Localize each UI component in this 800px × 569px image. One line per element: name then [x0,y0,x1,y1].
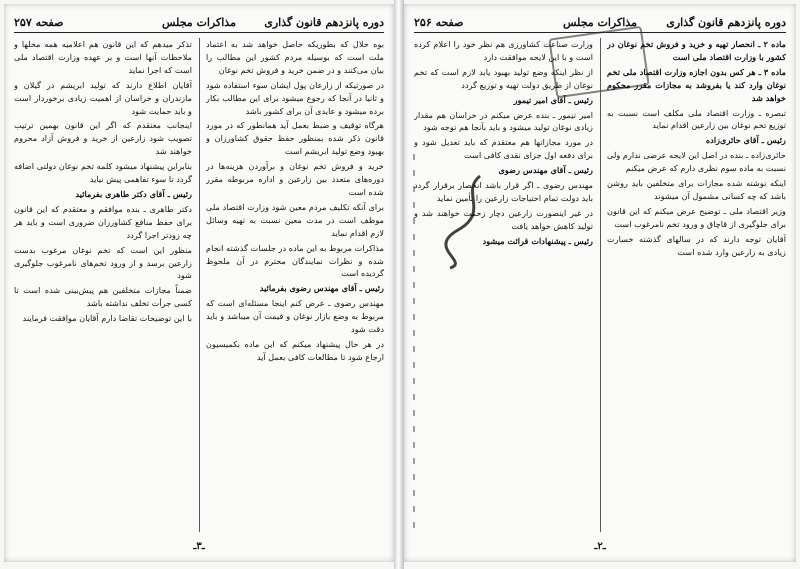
paragraph: حائری‌زاده ـ بنده در اصل این لایحه عرضی ندارم ولی نسبت به ماده سوم نظری دارم که عرض میکنم [607,150,786,174]
paragraph: خرید و فروش تخم نوغان و برآوردن هزینه‌ها در دوره‌های متعدد بین زارعین و اداره مربوطه مقرر شده است [206,161,384,197]
paragraph: در هر حال پیشنهاد میکنم که این ماده بکمیسیون ارجاع شود تا مطالعات کافی بعمل آید [206,338,384,362]
right-column-second [414,38,593,532]
right-header-page: صفحه ۲۵۶ [414,16,464,29]
paragraph: تذکر میدهم که این قانون هم اعلامیه همه محلها و ملاحظات آنها است و بر عهده وزارت اقتصاد ملی است که اجرا نماید [14,39,192,75]
right-column-first [607,38,786,532]
column-divider [199,38,200,532]
paragraph: آقایان توجه دارند که در سالهای گذشته خسارت زیادی به زارعین وارد شده است [607,233,786,257]
paragraph: امیر تیمور ـ بنده عرض میکنم در خراسان هم مقدار زیادی نوغان تولید میشود و باید بآنجا هم توجه شود [414,109,593,133]
speaker-line: رئیس ـ آقای مهندس رضوی [498,165,593,176]
left-column-second [14,38,192,532]
speaker-line: رئیس ـ پیشنهادات قرائت میشود [482,235,593,246]
paragraph: مهندس رضوی ـ عرض کنم اینجا مسئله‌ای است که مربوط به وضع بازار نوغان و قیمت آن میباشد و باید دقت شود [206,298,384,335]
right-page [404,4,796,562]
paragraph: دکتر طاهری ـ بنده موافقم و معتقدم که این قانون برای حفظ منافع کشاورزان ضروری است و باید هر چه زودتر اجرا گردد [14,203,192,240]
paragraph: برای آنکه تکلیف مردم معین شود وزارت اقتصاد ملی موظف است در مدت معین نسبت به تهیه وسائل لازم اقدام نماید [206,201,384,238]
speaker-line: رئیس ـ آقای حائری‌زاده [705,135,786,146]
paragraph: منظور این است که تخم نوغان مرغوب بدست زارعین برسد و از ورود تخم‌های نامرغوب جلوگیری شود [14,244,192,281]
paragraph: آقایان اطلاع دارند که تولید ابریشم در گیلان و مازندران و خراسان از اهمیت زیادی برخوردار است و باید حمایت شود [14,79,192,116]
speaker-line: رئیس ـ آقای امیر تیمور [513,94,593,105]
right-page-header [414,14,786,33]
left-header-session: دوره پانزدهم قانون گذاری [264,16,384,29]
book-gutter [394,0,404,569]
left-page-header [14,14,384,33]
article-line: ماده ۲ ـ انحصار تهیه و خرید و فروش تخم نوغان در کشور با وزارت اقتصاد ملی است [607,39,786,62]
left-page [4,4,394,562]
paragraph: ضمناً مجازات متخلفین هم پیش‌بینی شده است تا کسی جرأت تخلف نداشته باشد [14,285,192,309]
paragraph: با این توضیحات تقاضا دارم آقایان موافقت فرمایند [22,313,192,324]
paragraph: در غیر اینصورت زارعین دچار زحمت خواهند شد و تولید کاهش خواهد یافت [414,207,593,231]
paragraph: بوه حلال که بطوریکه حاصل خواهد شد به اعتماد ملت است که بوسیله مردم کشور این مطالب را بیان می‌کنند و در ضمن خرید و فروش تخم نوغان [206,39,384,75]
paragraph: مذاکرات مربوط به این ماده در جلسات گذشته انجام شده و نظرات نمایندگان محترم در آن ملحوظ گردیده است [206,242,384,279]
right-page-columns [414,38,786,532]
left-column-first [206,38,384,532]
right-header-title: مذاکرات مجلس [563,16,637,29]
left-header-title: مذاکرات مجلس [162,16,236,29]
paragraph: اینجانب معتقدم که اگر این قانون بهمین ترتیب تصویب شود زارعین از خرید و فروش آزاد محروم خواهند شد [14,120,192,157]
paragraph: در مورد مجازاتها هم معتقدم که باید تعدیل شود و برای دفعه اول جزای نقدی کافی است [414,137,593,161]
column-divider [600,38,601,532]
paragraph: وزارت صناعت کشاورزی هم نظر خود را اعلام کرده است و با این لایحه موافقت دارد [414,39,593,62]
article-line: ماده ۳ ـ هر کس بدون اجازه وزارت اقتصاد ملی تخم نوغان وارد کند یا بفروشد به مجازات مقرر محکوم خواهد شد [607,66,786,103]
speaker-line: رئیس ـ آقای دکتر طاهری بفرمائید [75,188,192,199]
paragraph: بنابراین پیشنهاد میشود کلمه تخم نوغان دولتی اضافه گردد تا سوء تفاهمی پیش نیاید [14,161,192,185]
paragraph: از نظر اینکه وضع تولید بهبود یابد لازم است که تخم نوغان از طریق دولت تهیه و توزیع گردد [414,66,593,90]
left-header-page: صفحه ۲۵۷ [14,16,64,29]
paragraph: وزیر اقتصاد ملی ـ توضیح عرض میکنم که این قانون برای جلوگیری از قاچاق و ورود تخم نامرغوب است [607,205,786,229]
speaker-line: رئیس ـ آقای مهندس رضوی بفرمائید [259,283,384,294]
left-page-number: ـ۳ـ [193,541,205,552]
right-header-session: دوره پانزدهم قانون گذاری [666,16,786,29]
right-page-number: ـ۲ـ [594,541,606,552]
paragraph: در صورتیکه از زارعان پول ایشان سوء استفاده شود و ثانیا در آنجا که رجوع میشود برای این مطالب بکار برده میشود و عایدی آن برای کشور باشد [206,79,384,116]
paragraph: اینکه نوشته شده مجازات برای متخلفین باید روشن باشد که چه کسانی مشمول آن میشوند [607,178,786,201]
paragraph: مهندس رضوی ـ اگر قرار باشد انحصار برقرار گردد باید دولت تمام احتیاجات زارعین را تأمین نماید [414,180,593,203]
left-page-columns [14,38,384,532]
paragraph: تبصره ـ وزارت اقتصاد ملی مکلف است نسبت به توزیع تخم نوغان بین زارعین اقدام نماید [607,107,786,131]
paragraph: هرگاه توقیف و ضبط بعمل آید همانطور که در مورد قانون ذکر شده بمنظور حفظ حقوق کشاورزان و بهبود وضع تولید ابریشم است [206,120,384,157]
